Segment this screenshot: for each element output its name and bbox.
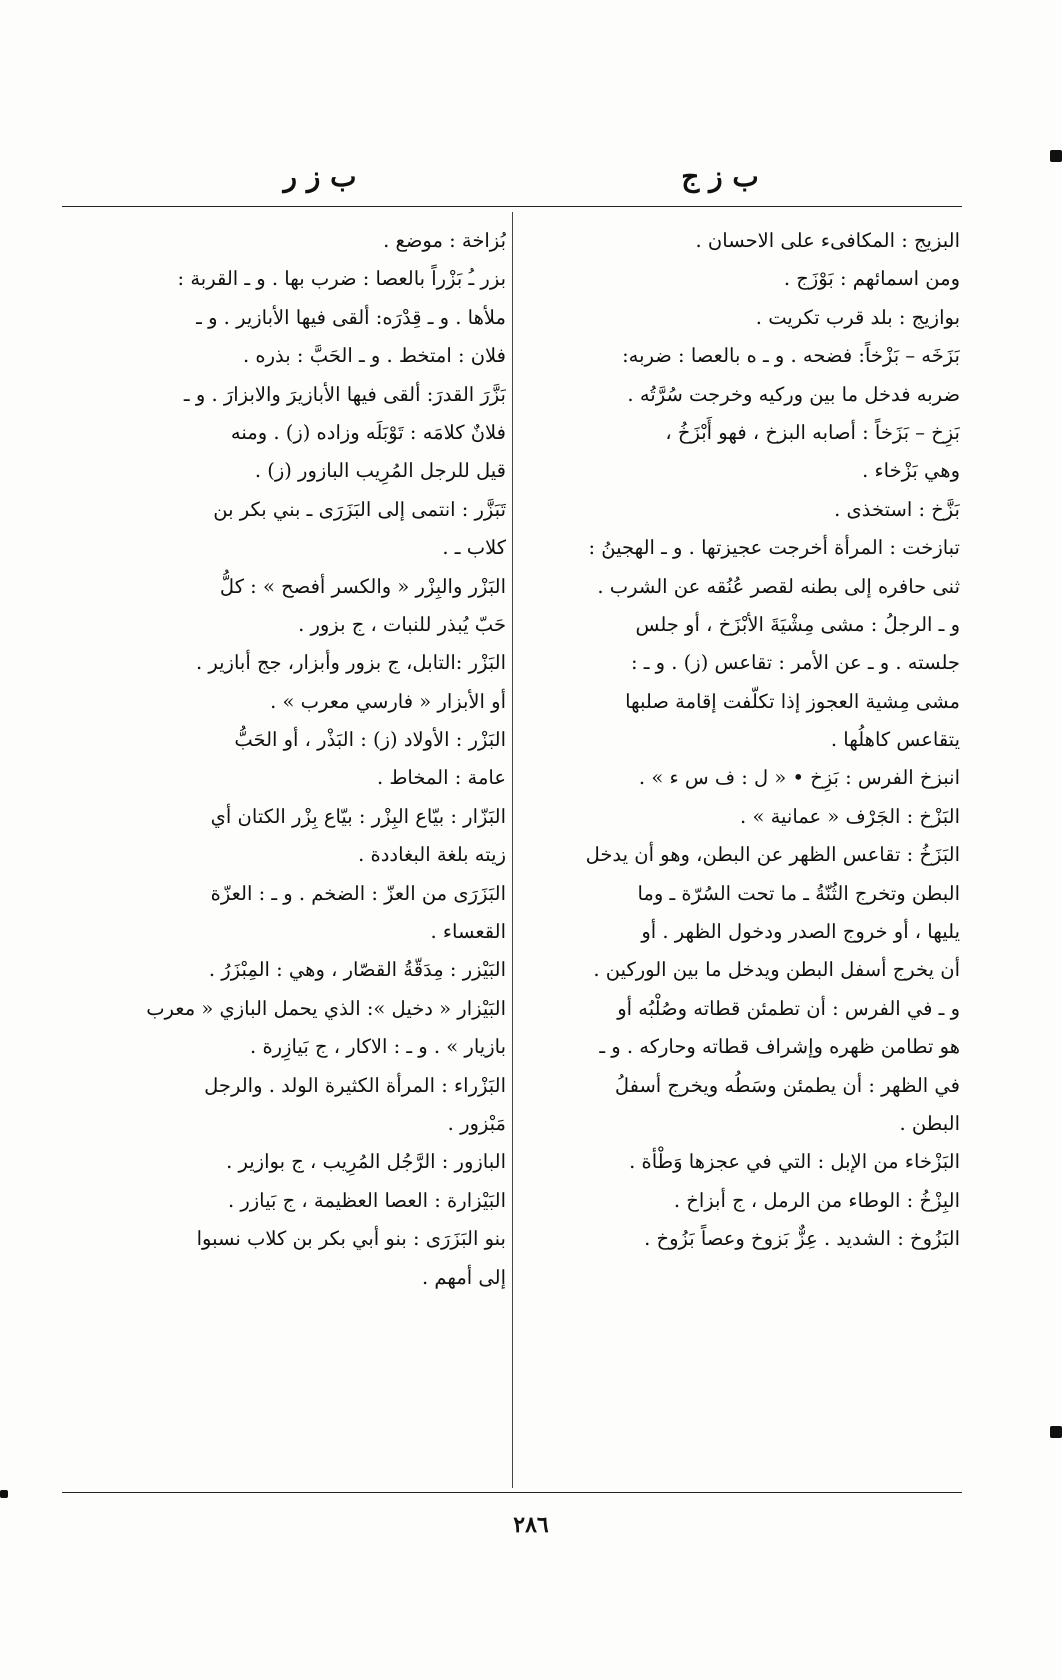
scan-edge-mark	[0, 1490, 8, 1498]
entry-line: البطن وتخرج الثُنّةُ ـ ما تحت السُرّة ـ وما	[637, 881, 960, 905]
entry-line: تَبَزَّر : انتمى إلى البَزَرَى ـ بني بكر بن	[213, 497, 506, 521]
entry-line: وهي بَزْخاء .	[862, 459, 960, 483]
right-column	[520, 222, 960, 1259]
entry-line: في الظهر : أن يطمئن وسَطُه ويخرج أسفلُ	[614, 1073, 960, 1097]
entry-line: فلان : امتخط . و ـ الحَبَّ : بذره .	[243, 344, 506, 368]
entry-line: بنو البَزَرَى : بنو أبي بكر بن كلاب نسبوا	[196, 1227, 506, 1251]
entry-line: البَزْر : الأولاد (ز) : البَذْر ، أو الحَبُّ	[234, 728, 506, 752]
entry-line: ثنى حافره إلى بطنه لقصر عُنُقه عن الشرب .	[597, 574, 960, 598]
entry-line: البَزْر والبِزْر « والكسر أفصح » : كلُّ	[219, 574, 506, 598]
entry-line: و ـ الرجلُ : مشى مِشْيَةَ الأبْزَخ ، أو جلس	[635, 612, 960, 636]
entry-line: البَزُوخ : الشديد . عِزٌّ بَزوخ وعصاً بَزُوخ .	[644, 1227, 960, 1251]
entry-line: البَيْزار « دخيل »: الذي يحمل البازي « معرب	[146, 996, 506, 1020]
entry-line: بَزَّخ : استخذى .	[834, 497, 960, 521]
entry-line: بازيار » . و ـ : الاكار ، ج بَيازِرة .	[250, 1035, 506, 1059]
entry-line: بوازيج : بلد قرب تكريت .	[755, 305, 960, 329]
scan-edge-mark	[1050, 150, 1062, 162]
entry-line: البزيج : المكافىء على الاحسان .	[695, 229, 960, 252]
entry-line: تبازخت : المرأة أخرجت عجيزتها . و ـ الهجينُ :	[588, 536, 960, 560]
entry-line: بَزَّرَ القدرَ: ألقى فيها الأبازيرَ والابزارَ . و ـ	[183, 382, 506, 406]
left-column	[66, 222, 506, 1297]
column-divider	[512, 212, 513, 1488]
entry-line: كلاب ـ .	[442, 536, 506, 560]
entry-line: البَزّار : بيّاع البِزْر : بيّاع بِزْر الكتان أي	[210, 804, 506, 828]
entry-line: قيل للرجل المُرِيب البازور (ز) .	[254, 459, 506, 483]
entry-line: البَزْخ : الجَرْف « عمانية » .	[740, 804, 960, 828]
bottom-rule	[62, 1492, 962, 1493]
entry-line: ومن اسمائهم : بَوْزَج .	[783, 267, 960, 291]
entry-line: مَبْزور .	[447, 1111, 506, 1135]
entry-line: بزر ـُ بَزْراً بالعصا : ضرب بها . و ـ القربة :	[177, 267, 506, 291]
right-column-root-heading: ب ز ج	[681, 160, 759, 193]
entry-line: البَيْزر : مِدَقّةُ القصّار ، وهي : المِبْزَرُ .	[208, 958, 506, 982]
page-number: ٢٨٦	[513, 1512, 549, 1538]
entry-line: البازور : الرَّجُل المُرِيب ، ج بوازير .	[226, 1150, 506, 1174]
entry-line: البَيْزارة : العصا العظيمة ، ج بَيازر .	[227, 1188, 506, 1212]
entry-line: عامة : المخاط .	[376, 766, 506, 790]
entry-line: البِزْخُ : الوطاء من الرمل ، ج أبزاخ .	[673, 1188, 960, 1212]
entry-line: فلانٌ كلامَه : تَوْبَلَه وزاده (ز) . ومنه	[230, 420, 506, 444]
entry-line: بَزِخ – بَزَخاً : أصابه البزخ ، فهو أَبْزَخُ ،	[665, 420, 960, 444]
top-rule	[62, 206, 962, 207]
scan-edge-mark	[1050, 1426, 1062, 1438]
entry-line: البَزْر :التابل، ج بزور وأبزار، جج أبازير .	[195, 651, 506, 675]
left-column-root-heading: ب ز ر	[283, 160, 357, 193]
entry-line: البَزَرَى من العزّ : الضخم . و ـ : العزّة	[210, 881, 506, 905]
entry-line: القعساء .	[430, 920, 506, 944]
entry-line: البطن .	[899, 1111, 960, 1135]
entry-line: جلسته . و ـ عن الأمر : تقاعس (ز) . و ـ :	[630, 651, 960, 675]
entry-line: هو تطامن ظهره وإشراف قطاته وحاركه . و ـ	[599, 1035, 960, 1059]
entry-line: ملأها . و ـ قِدْرَه: ألقى فيها الأبازير . و ـ	[196, 305, 506, 329]
entry-line: إلى أمهم .	[421, 1265, 506, 1289]
entry-line: البَزْراء : المرأة الكثيرة الولد . والرجل	[204, 1073, 506, 1097]
entry-line: يليها ، أو خروج الصدر ودخول الظهر . أو	[641, 920, 960, 944]
entry-line: البَزْخاء من الإبل : التي في عجزها وَطْأة .	[629, 1150, 960, 1174]
entry-line: يتقاعس كاهلُها .	[830, 728, 960, 752]
entry-line: بَزَخَه – بَزْخاً: فضحه . و ـ ه بالعصا : ضربه:	[622, 344, 960, 368]
entry-line: أو الأبزار « فارسي معرب » .	[270, 689, 506, 713]
entry-line: و ـ في الفرس : أن تطمئن قطاته وصُلْبُه أو	[617, 996, 960, 1020]
entry-line: البَزَخُ : تقاعس الظهر عن البطن، وهو أن يدخل	[585, 843, 960, 867]
entry-line: زيته بلغة البغاددة .	[358, 843, 506, 867]
entry-line: مشى مِشية العجوز إذا تكلّفت إقامة صلبها	[625, 689, 960, 713]
entry-line: حَبّ يُبذر للنبات ، ج بزور .	[298, 612, 506, 636]
entry-line: انبزخ الفرس : بَزِخ • « ل : ف س ء » .	[638, 766, 960, 790]
entry-line: ضربه فدخل ما بين وركيه وخرجت سُرَّتُه .	[627, 382, 960, 406]
entry-line: أن يخرج أسفل البطن ويدخل ما بين الوركين .	[593, 958, 960, 982]
entry-line: بُزاخة : موضع .	[383, 229, 506, 252]
